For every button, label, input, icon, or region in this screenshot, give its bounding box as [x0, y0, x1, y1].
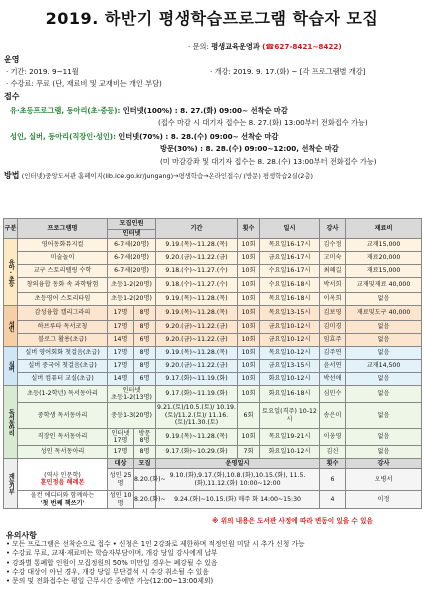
category-adult: 성인: [4, 306, 18, 347]
note-item: • 강좌별 통폐합 인원이 모집정원의 50% 미만일 경우는 폐강될 수 있음: [6, 558, 218, 567]
program-name: 실버 컴퓨터 교실(초급): [18, 373, 108, 386]
count: 10회: [238, 347, 260, 360]
table-row: [4, 265, 422, 278]
lecturer: 김수정: [320, 239, 346, 252]
table-row: [4, 360, 422, 373]
note-item: • 수강료 무료, 교재·재료비는 학습자부담이며, 개강 당일 강사에게 납부: [6, 549, 218, 558]
talent-program-sub: 올컨 에디터와 함께하는: [30, 492, 95, 499]
program-name: 실버 영어회화 첫걸음(초급): [18, 347, 108, 360]
table-row: [4, 321, 422, 334]
table-row: [4, 252, 422, 265]
method-text[interactable]: (인터넷)중앙도서관 홈페이지(lib.ice.go.kr/jungang)→평생학습→온라인접수/ (방문) 평생학습2실(2층): [21, 172, 314, 180]
time: 토요일(격주) 10-12시: [260, 403, 320, 429]
section-apply: 접수: [4, 92, 20, 101]
period: 9.21.(토)/10.5.(토)/ 10.19.(토)/11.2.(토)/ 11.16.(토)/11.30.(토): [156, 403, 238, 429]
talent-header-lecturer: 강사: [346, 459, 422, 469]
count: 10회: [238, 386, 260, 403]
table-row: [4, 347, 422, 360]
material: 없음: [346, 373, 422, 386]
lecturer: 김미경: [320, 321, 346, 334]
capacity: (20명): [130, 267, 149, 275]
target: 초등1-2: [111, 295, 134, 303]
table-row: [4, 278, 422, 293]
table-row: [4, 446, 422, 459]
count: 10회: [238, 429, 260, 446]
talent-program-name: '첫 번째 책쓰기': [40, 499, 85, 507]
material: 없음: [346, 347, 422, 360]
lecturer: 고미숙: [320, 252, 346, 265]
program-name: 교구 스토리텔링 수학: [18, 265, 108, 278]
material: 없음: [346, 446, 422, 459]
time: 수요일16-18시: [260, 278, 320, 293]
material: 재료20,000: [346, 252, 422, 265]
count: 10회: [238, 334, 260, 347]
material: 없음: [346, 386, 422, 403]
capacity-internet: 14명: [108, 373, 134, 386]
period: 9.19.(목)~11.28.(목): [156, 239, 238, 252]
header-program: 프로그램명: [18, 219, 108, 239]
capacity-visit: 8명: [134, 347, 156, 360]
material: 재료및도구 40,000: [346, 306, 422, 321]
apply-adult-internet: 인터넷(70%) : 8. 28.(수) 09:00~ 선착순 마감: [118, 132, 279, 141]
target: 초등1-2: [111, 281, 134, 289]
notes-title: 유의사항: [6, 531, 37, 540]
category-club: 독서동아리: [4, 386, 18, 459]
lecturer: 송은미: [320, 403, 346, 429]
table-row: [4, 239, 422, 252]
apply-adult-visit: 방문(30%) : 8. 28.(수) 09:00~12:00, 선착순 마감: [160, 144, 339, 153]
material: 없음: [346, 403, 422, 429]
period: 9.18.(수)~11.27.(수): [156, 265, 238, 278]
header-capacity: 모집인원: [108, 219, 156, 230]
count: 10회: [238, 360, 260, 373]
program-name: 영어동화뮤지컬: [18, 239, 108, 252]
talent-header-date: 모집: [134, 459, 156, 469]
capacity-internet: 17명: [108, 347, 134, 360]
time: 목요일16-18시: [260, 293, 320, 306]
program-name: 실버 중국어 첫걸음(초급): [18, 360, 108, 373]
program-name: 하브루타 독서코칭: [18, 321, 108, 334]
talent-count: 6: [320, 469, 346, 491]
count: 10회: [238, 278, 260, 293]
count: 6회: [238, 403, 260, 429]
table-footnote: ※ 위의 내용은 도서관 사정에 따라 변동이 있을 수 있음: [212, 517, 373, 525]
table-row: [4, 306, 422, 321]
period: 9.20.(금)~11.22.(금): [156, 321, 238, 334]
capacity-visit: 8명: [139, 437, 150, 444]
period-text: · 기간: 2019. 9~11월: [6, 67, 79, 76]
lecturer: 이웅영: [320, 429, 346, 446]
program-name: 블로그 활용(초급): [18, 334, 108, 347]
talent-schedule: 9.24.(화)~10.15.(화) 매주 화 14:00~15:30: [156, 491, 320, 509]
capacity-internet: 17명: [113, 437, 128, 444]
header-period: 기간: [156, 219, 238, 239]
category-youth: 유아·초등: [4, 239, 18, 306]
table-row: [4, 386, 422, 403]
capacity-visit: 6명: [134, 334, 156, 347]
inquiry-label: · 문의:: [188, 42, 209, 51]
material: 없음: [346, 293, 422, 306]
material: 교재14,500: [346, 360, 422, 373]
note-item: • 수강 대상이 아닌 경우, 개강 당일 무단결석 시 수강 취소될 수 있음: [6, 567, 209, 576]
method-label: 방법: [4, 171, 20, 180]
period: 9.19.(목)~11.28.(목): [156, 429, 238, 446]
time: 화요일16-18시: [260, 386, 320, 403]
count: 10회: [238, 239, 260, 252]
period: 9.17.(화)~10.29.(화): [156, 446, 238, 459]
time: 금요일16-17시: [260, 252, 320, 265]
capacity-internet: 17명: [108, 446, 134, 459]
count: 10회: [238, 293, 260, 306]
capacity: (20명): [130, 241, 149, 249]
count: 10회: [238, 306, 260, 321]
talent-date: 8.20.(화)~: [134, 491, 156, 509]
material: 교재15,000: [346, 239, 422, 252]
material: 없음: [346, 429, 422, 446]
header-time: 일시: [260, 219, 320, 239]
talent-target: 성인 25명: [108, 469, 134, 491]
table-row: [4, 293, 422, 306]
apply-adult-note: (미 마감강좌 및 대기자 접수는 8. 28.(수) 13:00부터 전화접수 가능): [160, 157, 377, 166]
capacity-internet: 17명: [108, 360, 134, 373]
apply-children-detail: 인터넷(100%) : 8. 27.(화) 09:00~ 선착순 마감: [122, 106, 288, 115]
capacity-visit: 8명: [134, 321, 156, 334]
table-row: [4, 373, 422, 386]
period: 9.19.(목)~11.28.(목): [156, 293, 238, 306]
program-name: 직장인 독서동아리: [18, 429, 108, 446]
material: 교재및재료 40,000: [346, 278, 422, 293]
program-name: 중학생 독서동아리: [18, 403, 108, 429]
talent-date: 8.20.(화)~: [134, 469, 156, 491]
lecturer: 윤서연: [320, 360, 346, 373]
lecturer: 김주연: [320, 347, 346, 360]
capacity: (20명): [133, 295, 152, 303]
opening-text: · 개강: 2019. 9. 17.(화) ~ [각 프로그램별 개강]: [210, 67, 366, 76]
program-name: 초등(1-2학년) 독서동아리: [18, 386, 108, 403]
capacity-internet: 17명: [108, 306, 134, 321]
program-name: 창의융합 동화 속 과학탐험: [18, 278, 108, 293]
material: 없음: [346, 321, 422, 334]
talent-program-sub: (역사 인문학): [44, 471, 81, 479]
talent-target: 성인 10명: [108, 491, 134, 509]
time: 목요일13-15시: [260, 306, 320, 321]
apply-children-note: (접수 마감 시 대기자 접수는 8. 27.(화) 13:00부터 전화접수 가능): [158, 118, 368, 127]
time: 화요일10-12시: [260, 373, 320, 386]
capacity-internet: 17명: [108, 321, 134, 334]
period: 9.17.(화)~11.19.(화): [156, 373, 238, 386]
target: 6-7세: [114, 267, 131, 275]
apply-adult: [10, 132, 278, 141]
notes-section: [6, 531, 420, 586]
count: 10회: [238, 373, 260, 386]
program-name: 미술놀이: [18, 252, 108, 265]
lecturer: 김보영: [320, 306, 346, 321]
talent-count: 4: [320, 491, 346, 509]
period: 9.18.(수)~11.27.(수): [156, 278, 238, 293]
apply-adult-title: 성인, 실버, 동아리(직장인·성인):: [10, 132, 116, 141]
capacity-header-visit: 방문: [138, 429, 151, 437]
time: 목요일10-12시: [260, 347, 320, 360]
lecturer: 심민수: [320, 386, 346, 403]
program-name: 초등영어 스토리타임: [18, 293, 108, 306]
lecturer: 임효주: [320, 334, 346, 347]
count: 10회: [238, 252, 260, 265]
time: 수요일16-17시: [260, 265, 320, 278]
inquiry-org: 평생교육운영과: [211, 42, 260, 51]
lecturer: 이옥희: [320, 293, 346, 306]
note-item: • 모든 프로그램은 선착순으로 접수 • 신청은 1인 2강좌로 제한하며 적정인원 미달 시 추가 신청 가능: [6, 540, 305, 549]
talent-header-row: [4, 459, 422, 469]
period: 9.20.(금)~11.22.(금): [156, 360, 238, 373]
page-title: 2019. 하반기 평생학습프로그램 학습자 모집: [45, 9, 379, 28]
capacity: 초등1-2(13명): [111, 394, 152, 401]
capacity: (20명): [133, 281, 152, 289]
period: 9.19.(목)~11.28.(목): [156, 347, 238, 360]
table-row: [4, 334, 422, 347]
capacity-header-internet: 인터넷: [111, 429, 130, 437]
header-count: 횟수: [238, 219, 260, 239]
talent-schedule: 9.10.(화),9.17.(화),10.8.(화),10.15.(화), 11.5.(화),11.12.(화) 10:00~12:00: [156, 469, 320, 491]
period: 9.20.(금)~11.22.(금): [156, 334, 238, 347]
count: 10회: [238, 265, 260, 278]
period: 9.17.(화)~11.19.(화): [156, 386, 238, 403]
program-name: 감성융합 캘리그라피: [18, 306, 108, 321]
category-talent: 재능기부: [4, 459, 18, 509]
inquiry-phone[interactable]: (☎627-8421~8422): [262, 42, 342, 51]
capacity-visit: 6명: [134, 373, 156, 386]
note-item: • 문의 및 전화접수는 평일 근무시간 중에만 가능(12:00~13:00제외): [6, 577, 214, 586]
category-silver: 실버: [4, 347, 18, 386]
count: 7회: [238, 446, 260, 459]
time: 목요일16-17시: [260, 239, 320, 252]
header-capacity-sub: 인터넷: [108, 230, 156, 239]
apply-children: [10, 106, 288, 115]
lecturer: 박서희: [320, 278, 346, 293]
material: 재료15,000: [346, 265, 422, 278]
program-table: [3, 218, 422, 509]
talent-lecturer: 오병서: [346, 469, 422, 491]
tuition-text: · 수강료: 무료 (단, 재료비 및 교재비는 개인 부담): [6, 79, 162, 88]
time: 목요일19-21시: [260, 429, 320, 446]
material: 없음: [346, 334, 422, 347]
talent-lecturer: 이정: [346, 491, 422, 509]
capacity-visit: 8명: [134, 306, 156, 321]
talent-header-count: 횟수: [320, 459, 346, 469]
talent-header-schedule: 운영일시: [156, 459, 320, 469]
table-row: [4, 469, 422, 491]
time: 금요일10-12시: [260, 334, 320, 347]
period: 9.20.(금)~11.22.(금): [156, 252, 238, 265]
period: 9.19.(목)~11.28.(목): [156, 306, 238, 321]
time: 금요일10-12시: [260, 321, 320, 334]
lecturer: 박선애: [320, 373, 346, 386]
inquiry: [188, 42, 342, 51]
table-row: [4, 491, 422, 509]
capacity-visit: 8명: [134, 446, 156, 459]
header-category: 구분: [4, 219, 18, 239]
talent-header-target: 대상: [108, 459, 134, 469]
talent-program-name: 훈민정음 해례본: [40, 479, 85, 487]
header-lecturer: 강사: [320, 219, 346, 239]
target: 6-7세: [114, 254, 131, 262]
capacity: 중등1-3(20명): [108, 403, 156, 429]
table-row: [4, 429, 422, 446]
capacity-internet: 14명: [108, 334, 134, 347]
apply-children-title: 유·초등프로그램, 동아리(초·중등):: [10, 106, 121, 115]
time: 금요일13-15시: [260, 360, 320, 373]
section-operation: 운영: [4, 55, 20, 64]
table-row: [4, 403, 422, 429]
capacity-header: 인터넷: [122, 386, 141, 394]
target: 6-7세: [114, 241, 131, 249]
time: 화요일10-12시: [260, 446, 320, 459]
count: 10회: [238, 321, 260, 334]
lecturer: 김신: [320, 446, 346, 459]
lecturer: 최혜길: [320, 265, 346, 278]
header-material: 재료비: [346, 219, 422, 239]
method: [4, 171, 313, 181]
capacity: (20명): [130, 254, 149, 262]
program-name: 성인 독서동아리: [18, 446, 108, 459]
capacity-visit: 8명: [134, 360, 156, 373]
